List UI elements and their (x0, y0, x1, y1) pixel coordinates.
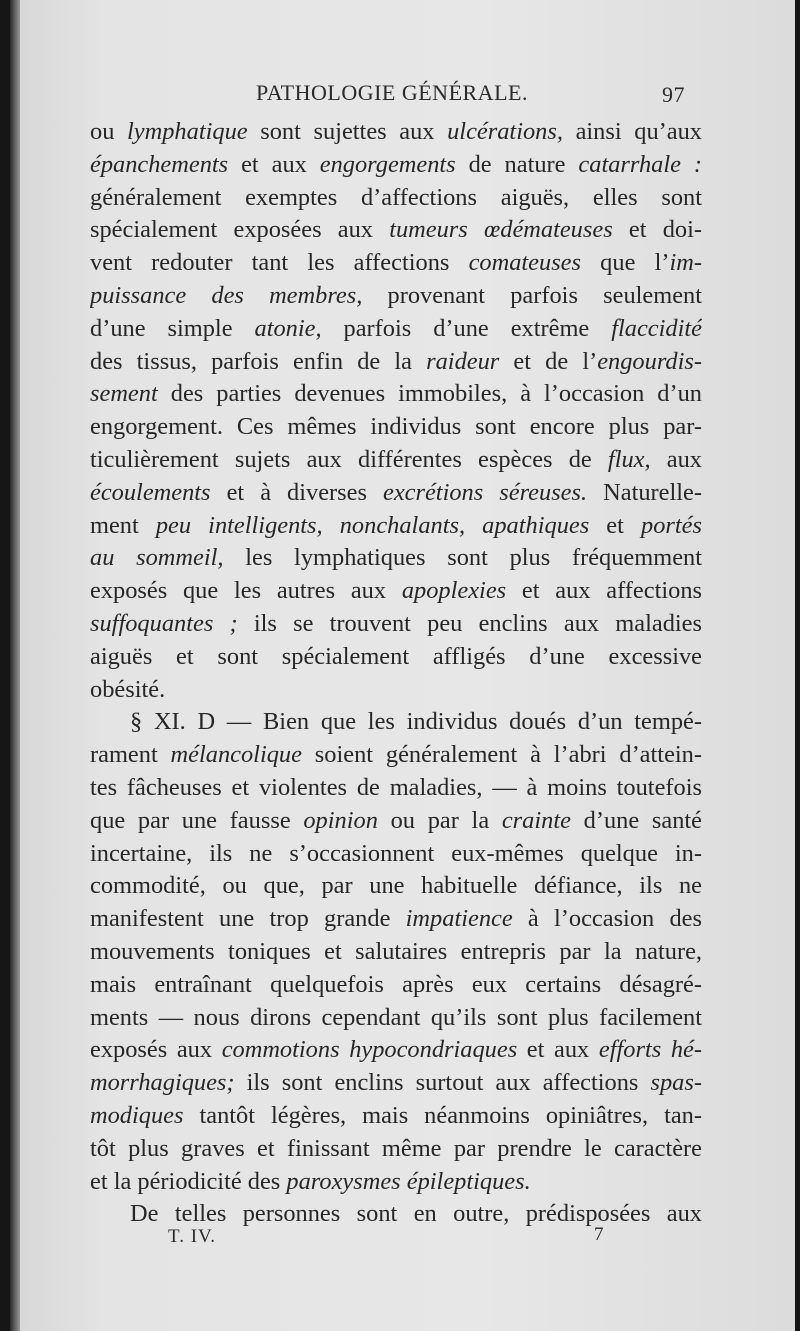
text-line (90, 247, 702, 280)
italic-term: engourdis- (597, 347, 702, 375)
text-run: soient généralement à l’abri d’attein- (301, 741, 702, 769)
italic-term: flux, (607, 445, 651, 473)
text-run: Naturelle- (587, 478, 702, 506)
text-run: incertaine, ils ne s’occasionnent eux-mêmes quelque in- (90, 839, 702, 867)
text-line (90, 838, 702, 871)
italic-term: impatience (405, 905, 513, 933)
text-line (90, 608, 702, 641)
text-run: ou par la (377, 806, 502, 834)
italic-term: modiques (90, 1101, 184, 1129)
italic-term: engorgements (319, 150, 456, 178)
text-run: mais entraînant quelquefois après eux certains désagré- (90, 970, 702, 998)
text-line (90, 903, 702, 936)
text-run: et aux (228, 150, 320, 178)
italic-term: crainte (501, 806, 571, 834)
text-line (90, 378, 702, 411)
text-line (90, 739, 702, 772)
text-line (90, 477, 702, 510)
text-run: d’une simple (90, 314, 255, 342)
text-run: ments — nous dirons cependant qu’ils sont plus facilement (90, 1003, 702, 1031)
text-run: spécialement exposées aux (90, 216, 390, 244)
text-line (90, 575, 702, 608)
italic-term: écoulements (90, 478, 211, 506)
italic-term: au sommeil, (90, 544, 224, 572)
page-number: 97 (662, 82, 685, 107)
text-run: généralement exemptes d’affections aiguës, elles sont (90, 183, 702, 211)
italic-term: efforts hé- (598, 1036, 702, 1064)
text-line (90, 969, 702, 1002)
text-line (90, 1002, 702, 1035)
text-run: De telles personnes sont en outre, prédisposées aux (130, 1200, 702, 1228)
signature-mark: T. IV. (168, 1226, 217, 1247)
text-line (90, 1166, 702, 1199)
text-line (90, 1067, 702, 1100)
text-line (90, 706, 702, 739)
text-run: que par une fausse (90, 806, 304, 834)
italic-term: sement (90, 380, 158, 408)
italic-term: flaccidité (611, 314, 702, 342)
italic-term: portés (641, 511, 702, 539)
italic-term: apoplexies (401, 577, 507, 605)
italic-term: comateuses (468, 249, 581, 277)
text-run: manifestent une trop grande (90, 905, 406, 933)
text-line (90, 1133, 702, 1166)
text-line (90, 936, 702, 969)
book-page (10, 0, 795, 1331)
text-run: ainsi qu’aux (562, 118, 702, 145)
text-line (90, 1034, 702, 1067)
italic-term: ulcérations, (447, 118, 563, 145)
text-run: sont sujettes aux (247, 118, 448, 145)
italic-term: im- (669, 249, 702, 277)
text-run: et de l’ (499, 347, 598, 375)
text-line (90, 805, 702, 838)
text-line (90, 542, 702, 575)
text-line (90, 641, 702, 674)
page-gutter-shadow (10, 0, 20, 1331)
text-line (90, 280, 702, 313)
italic-term: puissance des membres, (90, 281, 363, 309)
text-run: des tissus, parfois enfin de la (90, 347, 427, 375)
italic-term: raideur (426, 347, 500, 375)
italic-term: lymphatique (127, 118, 248, 145)
italic-term: morrhagiques; (90, 1069, 235, 1097)
page-footer (10, 1224, 795, 1250)
text-run: de nature (455, 150, 579, 178)
text-run: exposés que les autres aux (90, 577, 402, 605)
text-line (90, 182, 702, 215)
text-line (90, 444, 702, 477)
italic-term: mélancolique (170, 741, 302, 769)
text-line (90, 214, 702, 247)
text-run: rament (90, 741, 171, 769)
text-run: vent redouter tant les affections (90, 249, 469, 277)
text-line (90, 510, 702, 543)
text-line (90, 313, 702, 346)
text-run: et la périodicité des (90, 1167, 287, 1195)
text-line (90, 411, 702, 444)
text-run: obésité. (90, 675, 166, 703)
italic-term: commotions hypocondriaques (221, 1036, 518, 1064)
italic-term: épanchements (90, 150, 229, 178)
text-run: tôt plus graves et finissant même par prendre le caractère (90, 1134, 702, 1162)
text-line (90, 772, 702, 805)
text-run: ment (90, 511, 156, 539)
text-line (90, 674, 702, 707)
running-head-title: PATHOLOGIE GÉNÉRALE. (256, 80, 528, 105)
italic-term: excrétions séreuses. (383, 478, 588, 506)
text-run: ticulièrement sujets aux différentes espèces de (90, 445, 608, 473)
text-run: provenant parfois seulement (362, 281, 702, 309)
text-line (90, 1100, 702, 1133)
text-run: exposés aux (90, 1036, 222, 1064)
text-run: et à diverses (210, 478, 384, 506)
text-run: et doi- (612, 216, 702, 244)
text-run: aux (650, 445, 702, 473)
italic-term: catarrhale : (578, 150, 702, 178)
text-run: aiguës et sont spécialement affligés d’une excessive (90, 642, 702, 670)
text-run: que l’ (581, 249, 670, 277)
text-run: et (589, 511, 642, 539)
italic-term: tumeurs œdémateuses (389, 216, 613, 244)
text-run: des parties devenues immobiles, à l’occasion d’un (157, 380, 702, 408)
body-text (90, 116, 702, 1231)
text-run: tes fâcheuses et violentes de maladies, — à moins toutefois (90, 773, 702, 801)
text-run: ou (90, 118, 128, 145)
text-run: mouvements toniques et salutaires entrepris par la nature, (90, 937, 702, 965)
signature-number: 7 (594, 1224, 604, 1245)
italic-term: opinion (303, 806, 378, 834)
italic-term: atonie, (254, 314, 322, 342)
italic-term: suffoquantes ; (90, 609, 238, 637)
text-run: engorgement. Ces mêmes individus sont encore plus par- (90, 413, 702, 441)
italic-term: peu intelligents, nonchalants, apathiques (155, 511, 590, 539)
text-run: tantôt légères, mais néanmoins opiniâtres, tan- (183, 1101, 702, 1129)
text-run: parfois d’une extrême (321, 314, 612, 342)
italic-term: spas- (650, 1069, 702, 1097)
text-run: ils sont enclins surtout aux affections (234, 1069, 651, 1097)
italic-term: paroxysmes épileptiques. (286, 1167, 531, 1195)
text-run: et aux affections (506, 577, 702, 605)
text-run: § XI. D — Bien que les individus doués d’un tempé- (130, 708, 702, 736)
text-run: ils se trouvent peu enclins aux maladies (237, 609, 702, 637)
text-run: et aux (517, 1036, 599, 1064)
text-run: à l’occasion des (512, 905, 702, 933)
text-run: commodité, ou que, par une habituelle défiance, ils ne (90, 872, 702, 900)
running-head (10, 76, 795, 110)
text-line (90, 346, 702, 379)
text-run: d’une santé (570, 806, 702, 834)
text-line (90, 116, 702, 149)
text-run: les lymphatiques sont plus fréquemment (223, 544, 702, 572)
text-line (90, 870, 702, 903)
text-line (90, 149, 702, 182)
